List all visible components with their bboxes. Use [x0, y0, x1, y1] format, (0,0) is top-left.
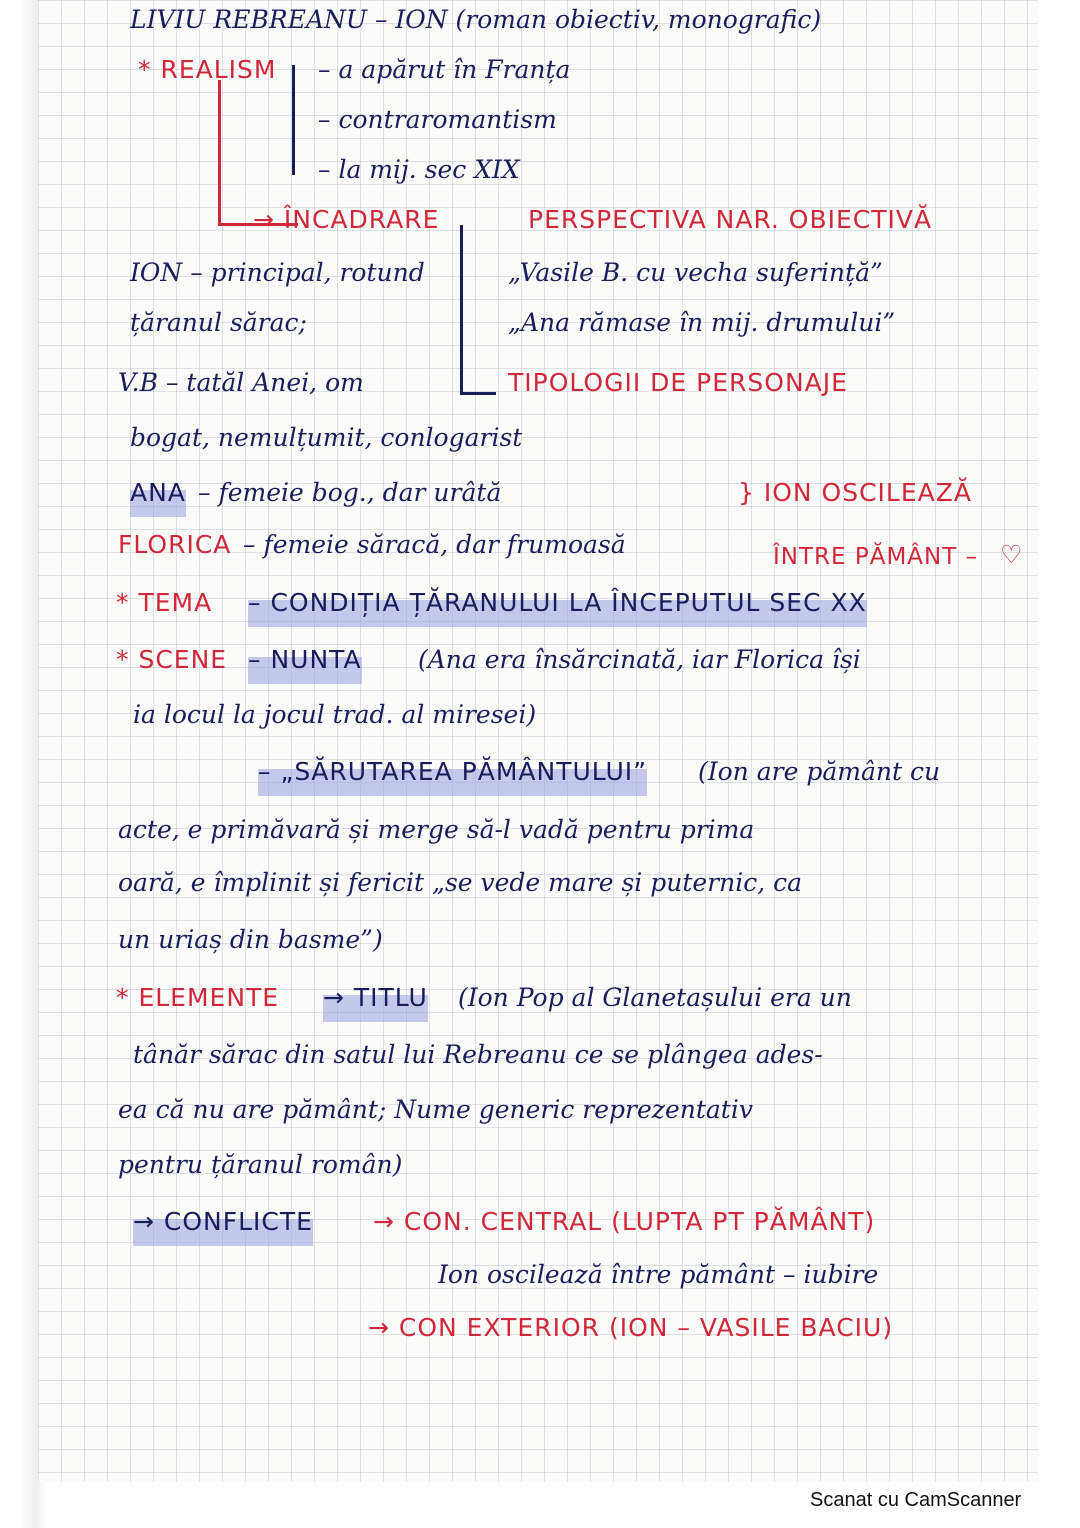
elements-conflicts: → CONFLICTE — [133, 1192, 313, 1252]
scene-wedding: – NUNTA — [248, 630, 362, 690]
ion-description: ION – principal, rotund — [130, 258, 425, 287]
note-line-16 — [38, 800, 1038, 860]
note-line-20 — [38, 1025, 1038, 1085]
scene-kissing-detail-4: un uriaș din basme”) — [118, 925, 383, 954]
narrative-perspective: PERSPECTIVA NAR. OBIECTIVĂ — [528, 205, 933, 234]
elements-title: → TITLU — [323, 968, 428, 1028]
title-explanation: (Ion Pop al Glanetașului era un — [458, 983, 852, 1012]
note-line-21 — [38, 1080, 1038, 1140]
scene-kissing-land: – „SĂRUTAREA PĂMÂNTULUI” — [258, 742, 647, 802]
scene-wedding-detail-cont: ia locul la jocul trad. al miresei) — [133, 700, 537, 729]
ana-label: ANA — [130, 463, 186, 523]
exterior-conflict: → CON EXTERIOR (ION – VASILE BACIU) — [368, 1313, 894, 1342]
notebook-page — [38, 0, 1038, 1482]
realism-contraromantism: – contraromantism — [318, 105, 557, 134]
central-conflict-detail: Ion oscilează între pământ – iubire — [438, 1260, 879, 1289]
scene-label: * SCENE — [116, 645, 228, 674]
realism-origin: – a apărut în Franța — [318, 55, 571, 84]
quote-vasile: „Vasile B. cu vecha suferință” — [508, 258, 883, 287]
central-conflict: → CON. CENTRAL (LUPTA PT PĂMÂNT) — [373, 1207, 876, 1236]
scene-kissing-detail-3: oară, e împlinit și fericit „se vede mare și puternic, ca — [118, 868, 803, 897]
note-line-23 — [38, 1192, 1038, 1252]
note-line-5 — [38, 190, 1038, 250]
note-line-10 — [38, 463, 1038, 523]
ana-description: – femeie bog., dar urâtă — [198, 478, 502, 507]
realism-label: * REALISM — [138, 55, 277, 84]
heart-icon: ♡ — [1000, 540, 1023, 569]
scene-kissing-detail-2: acte, e primăvară și merge să-l vadă pentru prima — [118, 815, 755, 844]
between-land: ÎNTRE PĂMÂNT – — [773, 544, 979, 570]
title-explanation-2: tânăr sărac din satul lui Rebreanu ce se plângea ades- — [133, 1040, 823, 1069]
florica-label: FLORICA — [118, 530, 232, 559]
scanner-watermark: Scanat cu CamScanner — [810, 1489, 1022, 1511]
realism-period: – la mij. sec XIX — [318, 155, 520, 184]
character-typology: TIPOLOGII DE PERSONAJE — [508, 368, 848, 397]
scene-wedding-detail: (Ana era însărcinată, iar Florica își — [418, 645, 861, 674]
note-line-19 — [38, 968, 1038, 1028]
note-line-11 — [38, 515, 1038, 575]
note-line-24 — [38, 1245, 1038, 1305]
note-line-13 — [38, 630, 1038, 690]
elements-label: * ELEMENTE — [116, 983, 280, 1012]
note-line-17 — [38, 853, 1038, 913]
ion-oscillates: } ION OSCILEAZĂ — [738, 478, 972, 507]
scene-kissing-detail: (Ion are pământ cu — [698, 757, 941, 786]
vasile-traits: bogat, nemulțumit, conlogarist — [130, 423, 523, 452]
note-line-7 — [38, 293, 1038, 353]
florica-description: – femeie săracă, dar frumoasă — [243, 530, 626, 559]
incadrare-label: → ÎNCADRARE — [253, 205, 440, 234]
note-line-22 — [38, 1135, 1038, 1195]
note-line-8 — [38, 353, 1038, 413]
note-line-25 — [38, 1298, 1038, 1358]
title-explanation-3: ea că nu are pământ; Nume generic reprezentativ — [118, 1095, 753, 1124]
ion-status: țăranul sărac; — [130, 308, 307, 337]
quote-ana: „Ana rămase în mij. drumului” — [508, 308, 896, 337]
note-line-14 — [38, 685, 1038, 745]
note-line-9 — [38, 408, 1038, 468]
title-explanation-4: pentru țăranul român) — [118, 1150, 403, 1179]
note-line-18 — [38, 910, 1038, 970]
tema-label: * TEMA — [116, 588, 213, 617]
note-line-15 — [38, 742, 1038, 802]
vasile-description: V.B – tatăl Anei, om — [118, 368, 364, 397]
note-line-12 — [38, 573, 1038, 633]
title-author-work: LIVIU REBREANU – ION (roman obiectiv, monografic) — [130, 5, 822, 34]
tema-text: – CONDIȚIA ȚĂRANULUI LA ÎNCEPUTUL SEC XX — [248, 573, 867, 633]
